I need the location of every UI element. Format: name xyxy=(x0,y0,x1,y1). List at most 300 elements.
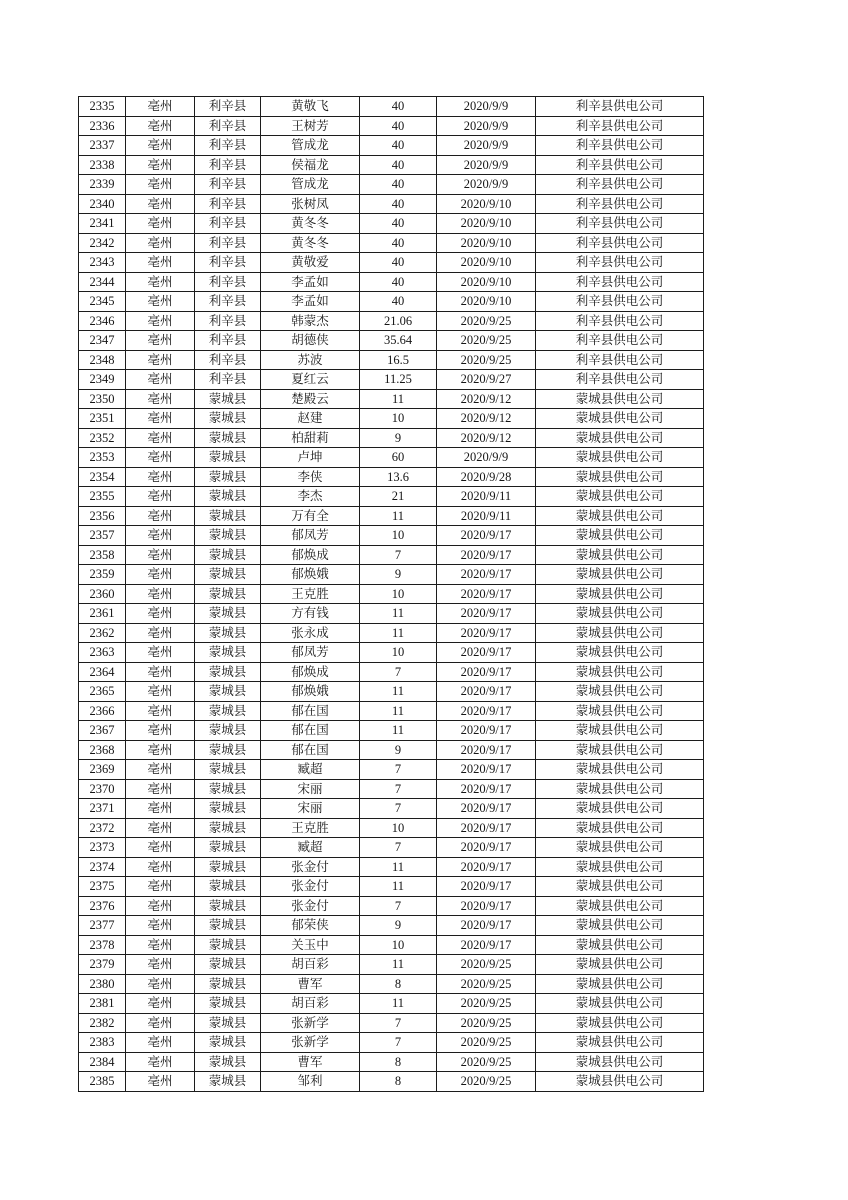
cell-amount: 40 xyxy=(360,136,437,156)
cell-county: 利辛县 xyxy=(195,214,261,234)
cell-name: 王克胜 xyxy=(261,818,360,838)
cell-name: 胡德侠 xyxy=(261,331,360,351)
cell-name: 张新学 xyxy=(261,1033,360,1053)
cell-city: 亳州 xyxy=(126,682,195,702)
cell-county: 蒙城县 xyxy=(195,584,261,604)
cell-name: 王克胜 xyxy=(261,584,360,604)
cell-date: 2020/9/17 xyxy=(437,545,536,565)
cell-county: 蒙城县 xyxy=(195,526,261,546)
cell-name: 李孟如 xyxy=(261,272,360,292)
cell-county: 利辛县 xyxy=(195,272,261,292)
cell-index: 2364 xyxy=(79,662,126,682)
cell-date: 2020/9/17 xyxy=(437,838,536,858)
cell-index: 2360 xyxy=(79,584,126,604)
table-row xyxy=(79,1052,704,1072)
cell-city: 亳州 xyxy=(126,526,195,546)
cell-index: 2350 xyxy=(79,389,126,409)
cell-company: 蒙城县供电公司 xyxy=(536,994,704,1014)
cell-county: 利辛县 xyxy=(195,116,261,136)
cell-county: 蒙城县 xyxy=(195,701,261,721)
table-row xyxy=(79,682,704,702)
cell-company: 利辛县供电公司 xyxy=(536,292,704,312)
table-row xyxy=(79,1072,704,1092)
cell-company: 蒙城县供电公司 xyxy=(536,955,704,975)
table-row xyxy=(79,526,704,546)
cell-company: 蒙城县供电公司 xyxy=(536,506,704,526)
cell-company: 利辛县供电公司 xyxy=(536,253,704,273)
cell-company: 蒙城县供电公司 xyxy=(536,565,704,585)
cell-county: 利辛县 xyxy=(195,350,261,370)
cell-index: 2353 xyxy=(79,448,126,468)
cell-amount: 10 xyxy=(360,935,437,955)
cell-company: 利辛县供电公司 xyxy=(536,331,704,351)
cell-city: 亳州 xyxy=(126,584,195,604)
cell-city: 亳州 xyxy=(126,97,195,117)
cell-city: 亳州 xyxy=(126,389,195,409)
cell-city: 亳州 xyxy=(126,760,195,780)
cell-county: 蒙城县 xyxy=(195,1052,261,1072)
cell-date: 2020/9/17 xyxy=(437,896,536,916)
cell-city: 亳州 xyxy=(126,1052,195,1072)
cell-index: 2357 xyxy=(79,526,126,546)
cell-county: 蒙城县 xyxy=(195,1013,261,1033)
cell-date: 2020/9/25 xyxy=(437,974,536,994)
cell-company: 蒙城县供电公司 xyxy=(536,799,704,819)
cell-index: 2378 xyxy=(79,935,126,955)
table-row xyxy=(79,955,704,975)
cell-city: 亳州 xyxy=(126,214,195,234)
cell-company: 利辛县供电公司 xyxy=(536,370,704,390)
cell-name: 郁在国 xyxy=(261,740,360,760)
table-row xyxy=(79,877,704,897)
cell-company: 蒙城县供电公司 xyxy=(536,838,704,858)
cell-index: 2383 xyxy=(79,1033,126,1053)
cell-amount: 35.64 xyxy=(360,331,437,351)
cell-index: 2356 xyxy=(79,506,126,526)
table-row xyxy=(79,97,704,117)
cell-city: 亳州 xyxy=(126,1013,195,1033)
cell-company: 蒙城县供电公司 xyxy=(536,1052,704,1072)
cell-city: 亳州 xyxy=(126,370,195,390)
cell-name: 臧超 xyxy=(261,760,360,780)
cell-date: 2020/9/17 xyxy=(437,604,536,624)
cell-city: 亳州 xyxy=(126,838,195,858)
cell-city: 亳州 xyxy=(126,935,195,955)
cell-county: 蒙城县 xyxy=(195,506,261,526)
table-row xyxy=(79,818,704,838)
cell-date: 2020/9/12 xyxy=(437,409,536,429)
cell-amount: 40 xyxy=(360,292,437,312)
cell-county: 蒙城县 xyxy=(195,994,261,1014)
cell-date: 2020/9/25 xyxy=(437,994,536,1014)
table-row xyxy=(79,584,704,604)
cell-date: 2020/9/11 xyxy=(437,487,536,507)
cell-amount: 16.5 xyxy=(360,350,437,370)
cell-city: 亳州 xyxy=(126,175,195,195)
cell-city: 亳州 xyxy=(126,448,195,468)
cell-name: 夏红云 xyxy=(261,370,360,390)
cell-index: 2373 xyxy=(79,838,126,858)
cell-city: 亳州 xyxy=(126,565,195,585)
cell-date: 2020/9/10 xyxy=(437,272,536,292)
cell-company: 蒙城县供电公司 xyxy=(536,740,704,760)
cell-company: 蒙城县供电公司 xyxy=(536,916,704,936)
table-row xyxy=(79,896,704,916)
cell-county: 蒙城县 xyxy=(195,916,261,936)
cell-name: 郁在国 xyxy=(261,701,360,721)
cell-company: 蒙城县供电公司 xyxy=(536,487,704,507)
cell-county: 利辛县 xyxy=(195,311,261,331)
cell-name: 郁凤芳 xyxy=(261,526,360,546)
cell-index: 2335 xyxy=(79,97,126,117)
cell-name: 管成龙 xyxy=(261,136,360,156)
table-row xyxy=(79,994,704,1014)
cell-index: 2375 xyxy=(79,877,126,897)
cell-county: 利辛县 xyxy=(195,97,261,117)
cell-amount: 40 xyxy=(360,194,437,214)
cell-index: 2344 xyxy=(79,272,126,292)
cell-amount: 7 xyxy=(360,799,437,819)
cell-county: 利辛县 xyxy=(195,175,261,195)
cell-name: 郁焕成 xyxy=(261,662,360,682)
cell-city: 亳州 xyxy=(126,136,195,156)
cell-county: 蒙城县 xyxy=(195,1072,261,1092)
table-row xyxy=(79,428,704,448)
cell-index: 2339 xyxy=(79,175,126,195)
cell-index: 2372 xyxy=(79,818,126,838)
cell-city: 亳州 xyxy=(126,974,195,994)
cell-index: 2355 xyxy=(79,487,126,507)
table-row xyxy=(79,974,704,994)
cell-index: 2354 xyxy=(79,467,126,487)
cell-name: 邹利 xyxy=(261,1072,360,1092)
cell-county: 利辛县 xyxy=(195,253,261,273)
cell-index: 2377 xyxy=(79,916,126,936)
cell-date: 2020/9/17 xyxy=(437,643,536,663)
cell-company: 蒙城县供电公司 xyxy=(536,896,704,916)
cell-index: 2337 xyxy=(79,136,126,156)
cell-company: 利辛县供电公司 xyxy=(536,350,704,370)
table-row xyxy=(79,467,704,487)
cell-county: 利辛县 xyxy=(195,292,261,312)
cell-name: 赵建 xyxy=(261,409,360,429)
cell-amount: 8 xyxy=(360,974,437,994)
cell-county: 蒙城县 xyxy=(195,779,261,799)
cell-name: 柏甜莉 xyxy=(261,428,360,448)
cell-city: 亳州 xyxy=(126,896,195,916)
cell-amount: 11 xyxy=(360,721,437,741)
cell-city: 亳州 xyxy=(126,311,195,331)
cell-index: 2343 xyxy=(79,253,126,273)
cell-date: 2020/9/25 xyxy=(437,1033,536,1053)
cell-city: 亳州 xyxy=(126,1033,195,1053)
cell-amount: 13.6 xyxy=(360,467,437,487)
table-row xyxy=(79,565,704,585)
cell-amount: 9 xyxy=(360,428,437,448)
table-row xyxy=(79,233,704,253)
cell-city: 亳州 xyxy=(126,331,195,351)
cell-date: 2020/9/17 xyxy=(437,662,536,682)
cell-name: 张树凤 xyxy=(261,194,360,214)
cell-index: 2338 xyxy=(79,155,126,175)
cell-name: 李杰 xyxy=(261,487,360,507)
cell-county: 利辛县 xyxy=(195,155,261,175)
cell-index: 2382 xyxy=(79,1013,126,1033)
cell-index: 2362 xyxy=(79,623,126,643)
table-row xyxy=(79,116,704,136)
cell-county: 蒙城县 xyxy=(195,896,261,916)
cell-company: 蒙城县供电公司 xyxy=(536,545,704,565)
cell-date: 2020/9/9 xyxy=(437,136,536,156)
cell-amount: 21.06 xyxy=(360,311,437,331)
cell-company: 蒙城县供电公司 xyxy=(536,974,704,994)
cell-date: 2020/9/25 xyxy=(437,1072,536,1092)
cell-company: 蒙城县供电公司 xyxy=(536,643,704,663)
cell-index: 2352 xyxy=(79,428,126,448)
cell-company: 蒙城县供电公司 xyxy=(536,682,704,702)
cell-date: 2020/9/17 xyxy=(437,740,536,760)
cell-city: 亳州 xyxy=(126,506,195,526)
cell-date: 2020/9/9 xyxy=(437,97,536,117)
cell-city: 亳州 xyxy=(126,1072,195,1092)
cell-city: 亳州 xyxy=(126,350,195,370)
cell-amount: 11 xyxy=(360,506,437,526)
cell-index: 2365 xyxy=(79,682,126,702)
cell-company: 利辛县供电公司 xyxy=(536,272,704,292)
table-row xyxy=(79,136,704,156)
cell-company: 蒙城县供电公司 xyxy=(536,526,704,546)
cell-amount: 10 xyxy=(360,818,437,838)
cell-date: 2020/9/9 xyxy=(437,175,536,195)
cell-amount: 40 xyxy=(360,272,437,292)
cell-company: 蒙城县供电公司 xyxy=(536,1072,704,1092)
table-row xyxy=(79,623,704,643)
cell-amount: 10 xyxy=(360,584,437,604)
table-row xyxy=(79,838,704,858)
cell-amount: 7 xyxy=(360,760,437,780)
cell-county: 蒙城县 xyxy=(195,935,261,955)
cell-city: 亳州 xyxy=(126,623,195,643)
cell-date: 2020/9/25 xyxy=(437,331,536,351)
cell-county: 利辛县 xyxy=(195,233,261,253)
cell-city: 亳州 xyxy=(126,779,195,799)
cell-date: 2020/9/17 xyxy=(437,721,536,741)
cell-city: 亳州 xyxy=(126,487,195,507)
cell-amount: 11 xyxy=(360,877,437,897)
cell-company: 蒙城县供电公司 xyxy=(536,935,704,955)
cell-index: 2374 xyxy=(79,857,126,877)
cell-city: 亳州 xyxy=(126,799,195,819)
cell-name: 张金付 xyxy=(261,857,360,877)
cell-name: 郁焕娥 xyxy=(261,565,360,585)
cell-company: 蒙城县供电公司 xyxy=(536,428,704,448)
table-row xyxy=(79,1033,704,1053)
table-row xyxy=(79,311,704,331)
cell-name: 黄冬冬 xyxy=(261,214,360,234)
cell-company: 蒙城县供电公司 xyxy=(536,877,704,897)
cell-city: 亳州 xyxy=(126,818,195,838)
table-row xyxy=(79,487,704,507)
cell-company: 蒙城县供电公司 xyxy=(536,779,704,799)
records-table-container xyxy=(78,96,704,1092)
cell-amount: 40 xyxy=(360,233,437,253)
cell-company: 蒙城县供电公司 xyxy=(536,623,704,643)
cell-county: 蒙城县 xyxy=(195,389,261,409)
table-row xyxy=(79,760,704,780)
cell-index: 2349 xyxy=(79,370,126,390)
cell-amount: 11 xyxy=(360,623,437,643)
cell-date: 2020/9/17 xyxy=(437,916,536,936)
cell-index: 2384 xyxy=(79,1052,126,1072)
cell-county: 蒙城县 xyxy=(195,565,261,585)
cell-date: 2020/9/25 xyxy=(437,955,536,975)
cell-county: 蒙城县 xyxy=(195,974,261,994)
cell-amount: 11 xyxy=(360,857,437,877)
cell-name: 胡百彩 xyxy=(261,955,360,975)
cell-county: 蒙城县 xyxy=(195,545,261,565)
table-row xyxy=(79,175,704,195)
cell-amount: 11 xyxy=(360,955,437,975)
cell-company: 利辛县供电公司 xyxy=(536,233,704,253)
table-row xyxy=(79,292,704,312)
cell-name: 侯福龙 xyxy=(261,155,360,175)
table-row xyxy=(79,350,704,370)
cell-amount: 21 xyxy=(360,487,437,507)
cell-name: 张永成 xyxy=(261,623,360,643)
table-row xyxy=(79,604,704,624)
cell-name: 臧超 xyxy=(261,838,360,858)
cell-date: 2020/9/17 xyxy=(437,682,536,702)
table-row xyxy=(79,506,704,526)
cell-county: 蒙城县 xyxy=(195,721,261,741)
cell-index: 2385 xyxy=(79,1072,126,1092)
cell-date: 2020/9/17 xyxy=(437,584,536,604)
cell-date: 2020/9/17 xyxy=(437,877,536,897)
cell-name: 郁焕成 xyxy=(261,545,360,565)
cell-date: 2020/9/17 xyxy=(437,701,536,721)
cell-company: 蒙城县供电公司 xyxy=(536,584,704,604)
cell-index: 2369 xyxy=(79,760,126,780)
cell-company: 利辛县供电公司 xyxy=(536,214,704,234)
cell-amount: 10 xyxy=(360,526,437,546)
cell-county: 蒙城县 xyxy=(195,604,261,624)
cell-date: 2020/9/17 xyxy=(437,799,536,819)
cell-amount: 40 xyxy=(360,214,437,234)
cell-date: 2020/9/17 xyxy=(437,565,536,585)
cell-date: 2020/9/10 xyxy=(437,253,536,273)
cell-county: 蒙城县 xyxy=(195,857,261,877)
cell-city: 亳州 xyxy=(126,877,195,897)
cell-index: 2342 xyxy=(79,233,126,253)
cell-company: 蒙城县供电公司 xyxy=(536,448,704,468)
cell-city: 亳州 xyxy=(126,467,195,487)
cell-amount: 40 xyxy=(360,116,437,136)
cell-city: 亳州 xyxy=(126,272,195,292)
cell-name: 王树芳 xyxy=(261,116,360,136)
cell-city: 亳州 xyxy=(126,116,195,136)
cell-name: 曹军 xyxy=(261,1052,360,1072)
cell-amount: 7 xyxy=(360,545,437,565)
cell-city: 亳州 xyxy=(126,604,195,624)
cell-amount: 11 xyxy=(360,701,437,721)
cell-date: 2020/9/25 xyxy=(437,350,536,370)
table-row xyxy=(79,389,704,409)
cell-amount: 9 xyxy=(360,916,437,936)
cell-index: 2363 xyxy=(79,643,126,663)
cell-date: 2020/9/17 xyxy=(437,526,536,546)
cell-date: 2020/9/9 xyxy=(437,448,536,468)
cell-company: 利辛县供电公司 xyxy=(536,175,704,195)
table-row xyxy=(79,1013,704,1033)
cell-index: 2348 xyxy=(79,350,126,370)
cell-county: 蒙城县 xyxy=(195,428,261,448)
cell-company: 蒙城县供电公司 xyxy=(536,701,704,721)
cell-name: 苏波 xyxy=(261,350,360,370)
cell-date: 2020/9/25 xyxy=(437,1013,536,1033)
cell-county: 蒙城县 xyxy=(195,818,261,838)
cell-name: 胡百彩 xyxy=(261,994,360,1014)
cell-county: 蒙城县 xyxy=(195,487,261,507)
cell-amount: 7 xyxy=(360,779,437,799)
cell-index: 2359 xyxy=(79,565,126,585)
cell-name: 郁在国 xyxy=(261,721,360,741)
cell-company: 蒙城县供电公司 xyxy=(536,1033,704,1053)
cell-date: 2020/9/17 xyxy=(437,857,536,877)
cell-name: 张金付 xyxy=(261,896,360,916)
cell-company: 蒙城县供电公司 xyxy=(536,389,704,409)
cell-name: 宋丽 xyxy=(261,779,360,799)
cell-date: 2020/9/17 xyxy=(437,818,536,838)
cell-amount: 11 xyxy=(360,604,437,624)
cell-county: 蒙城县 xyxy=(195,409,261,429)
cell-index: 2358 xyxy=(79,545,126,565)
cell-name: 楚殿云 xyxy=(261,389,360,409)
cell-city: 亳州 xyxy=(126,194,195,214)
cell-index: 2336 xyxy=(79,116,126,136)
cell-city: 亳州 xyxy=(126,740,195,760)
cell-date: 2020/9/12 xyxy=(437,389,536,409)
table-row xyxy=(79,799,704,819)
table-row xyxy=(79,448,704,468)
cell-city: 亳州 xyxy=(126,233,195,253)
cell-amount: 11 xyxy=(360,682,437,702)
cell-company: 蒙城县供电公司 xyxy=(536,662,704,682)
cell-county: 利辛县 xyxy=(195,194,261,214)
cell-date: 2020/9/10 xyxy=(437,292,536,312)
cell-name: 李侠 xyxy=(261,467,360,487)
table-row xyxy=(79,701,704,721)
cell-date: 2020/9/12 xyxy=(437,428,536,448)
cell-amount: 40 xyxy=(360,175,437,195)
cell-county: 利辛县 xyxy=(195,136,261,156)
cell-date: 2020/9/25 xyxy=(437,1052,536,1072)
cell-date: 2020/9/17 xyxy=(437,779,536,799)
cell-company: 蒙城县供电公司 xyxy=(536,721,704,741)
cell-index: 2340 xyxy=(79,194,126,214)
cell-amount: 40 xyxy=(360,97,437,117)
table-row xyxy=(79,331,704,351)
cell-index: 2380 xyxy=(79,974,126,994)
cell-county: 蒙城县 xyxy=(195,838,261,858)
cell-amount: 60 xyxy=(360,448,437,468)
cell-company: 蒙城县供电公司 xyxy=(536,604,704,624)
cell-amount: 7 xyxy=(360,896,437,916)
cell-city: 亳州 xyxy=(126,409,195,429)
table-row xyxy=(79,662,704,682)
table-row xyxy=(79,935,704,955)
cell-amount: 10 xyxy=(360,409,437,429)
table-row xyxy=(79,857,704,877)
